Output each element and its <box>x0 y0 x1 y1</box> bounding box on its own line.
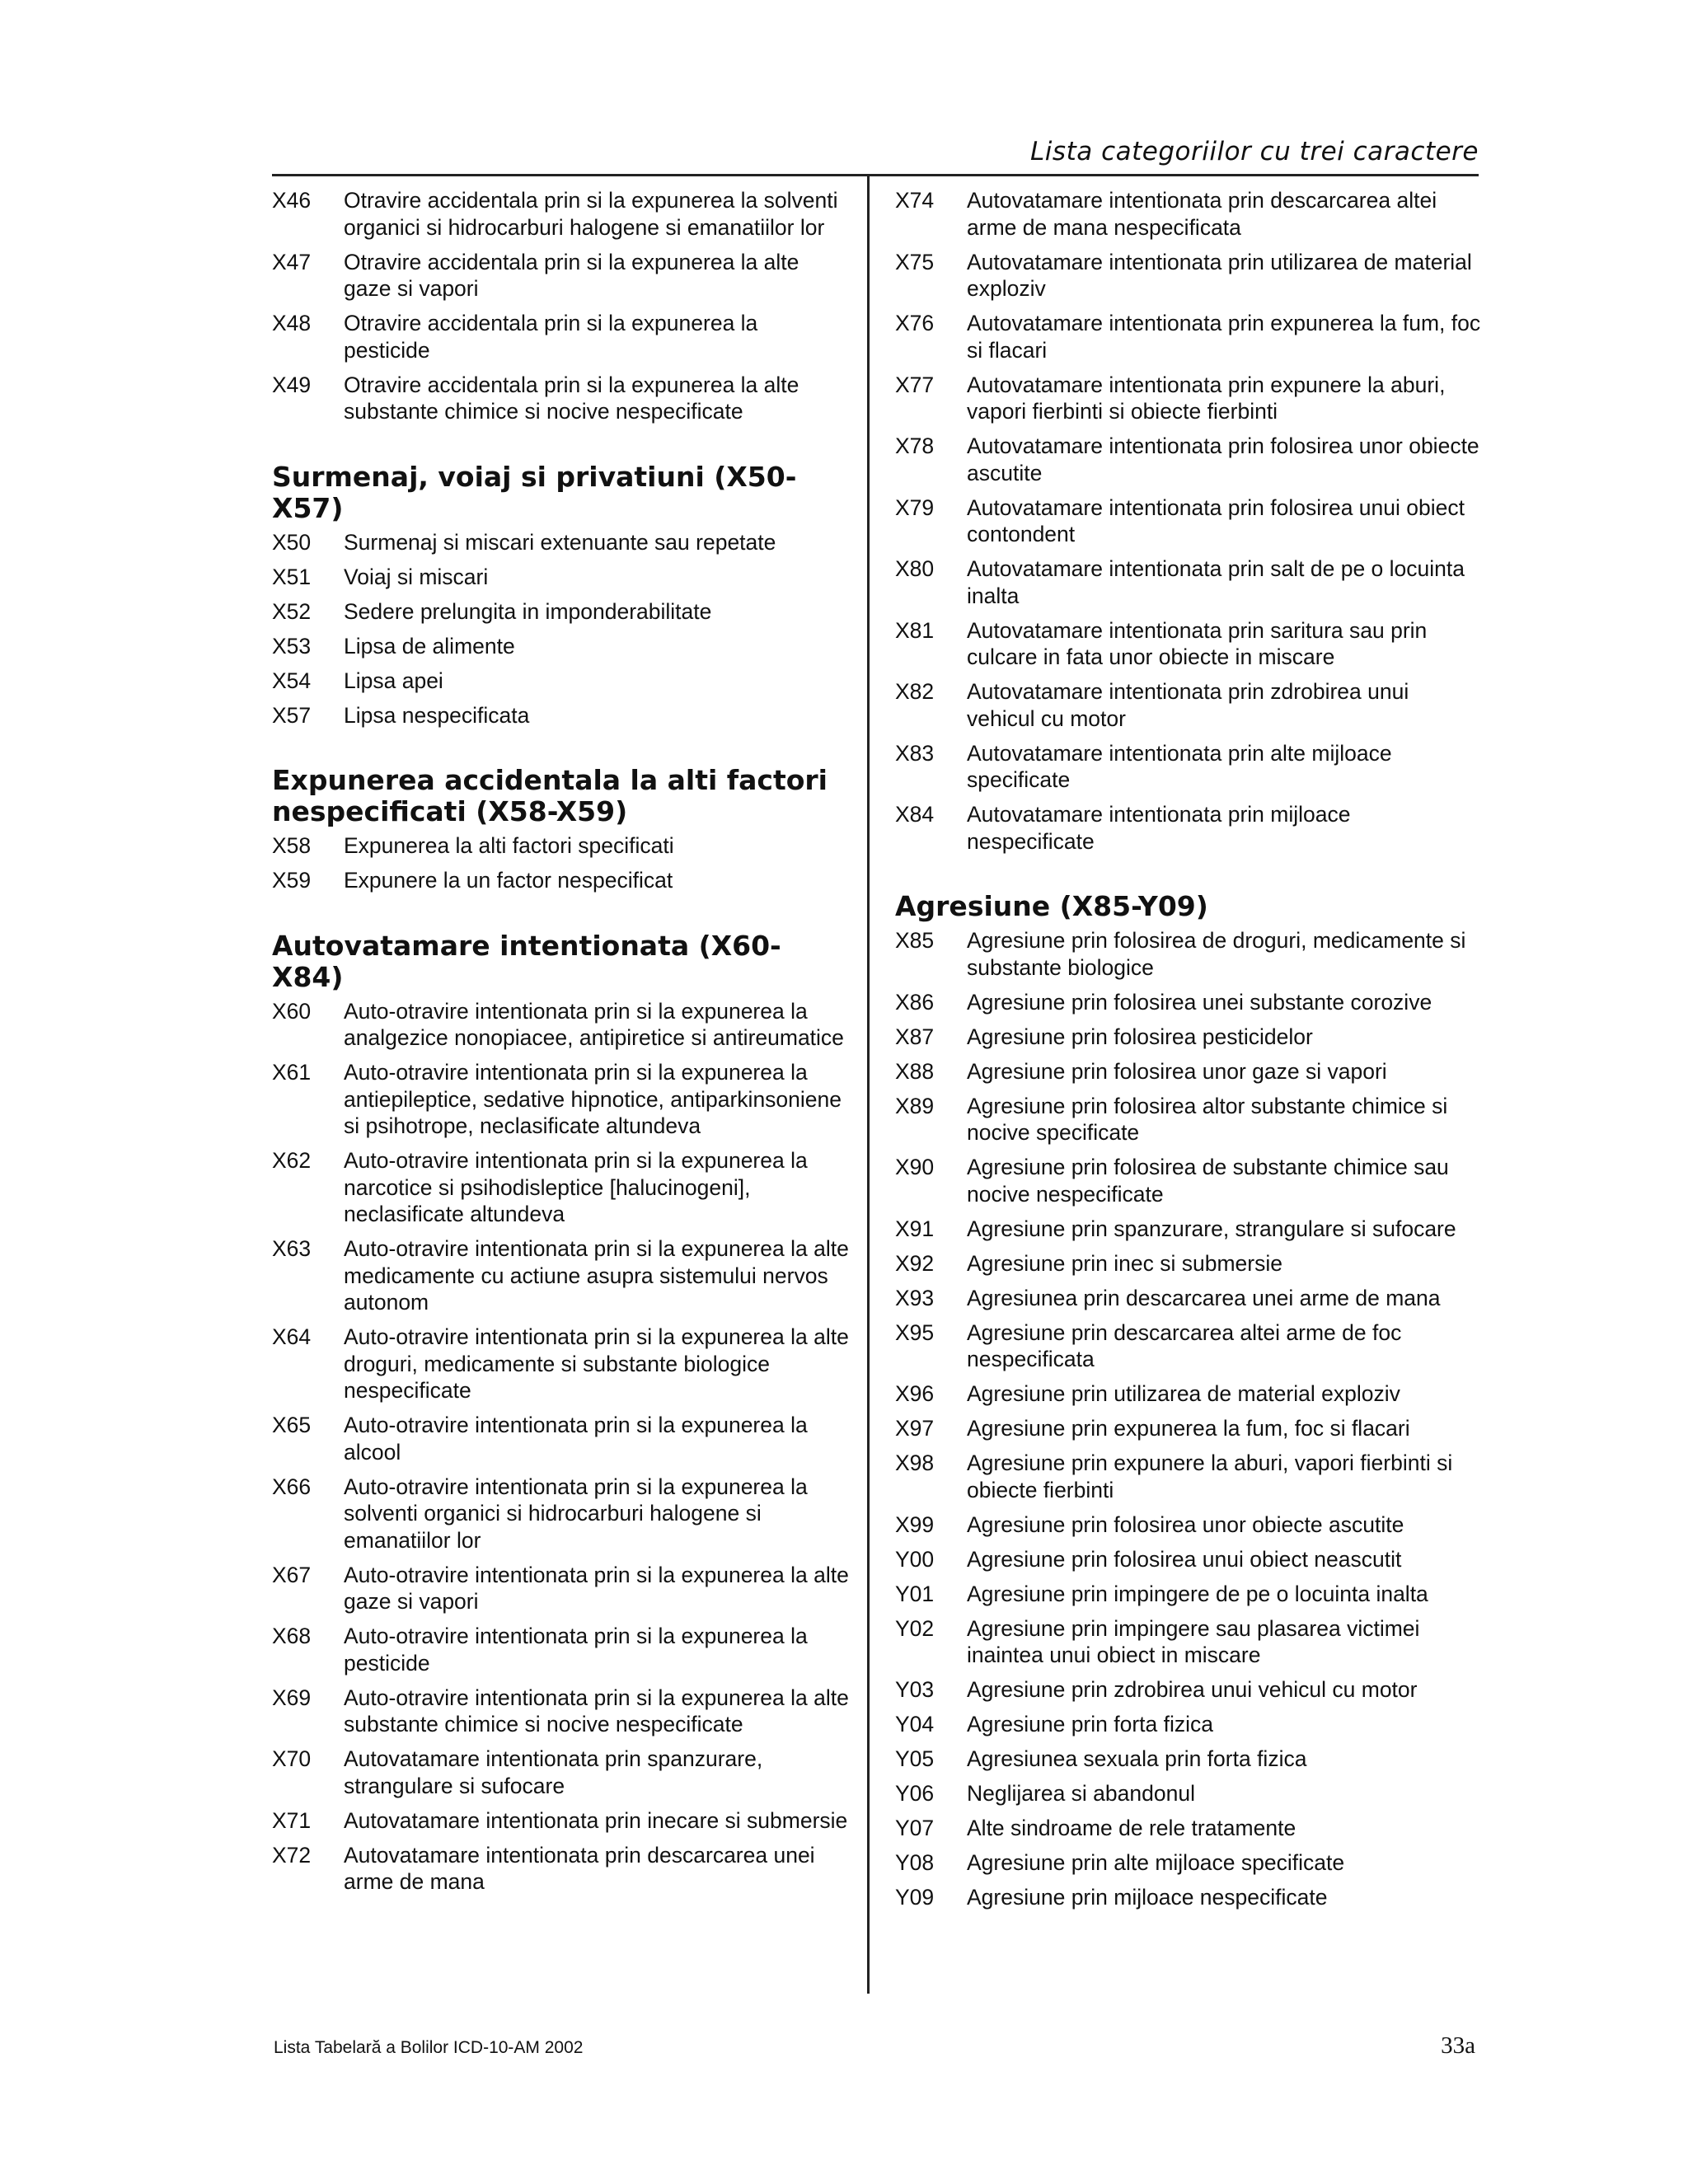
category-entry <box>895 1676 1482 1704</box>
category-entry <box>895 1815 1482 1842</box>
category-entry <box>895 1615 1482 1669</box>
category-entry <box>272 1235 849 1316</box>
category-code: X93 <box>895 1285 935 1310</box>
category-code: Y05 <box>895 1746 935 1771</box>
category-entry <box>272 633 849 660</box>
category-entry <box>895 1319 1482 1373</box>
category-description: Agresiune prin folosirea altor substante chimice si nocive specificate <box>967 1093 1448 1145</box>
category-description: Autovatamare intentionata prin saritura sau prin culcare in fata unor obiecte in miscare <box>967 617 1428 669</box>
section-heading: Expunerea accidentala la alti factori nespecificati (X58-X59) <box>272 764 828 827</box>
category-description: Auto-otravire intentionata prin si la expunerea la antiepileptice, sedative hipnotice, antiparkinsoniene si psihotrope, neclasificate altundeva <box>344 1060 842 1138</box>
category-entry <box>272 1562 849 1615</box>
category-description: Agresiune prin alte mijloace specificate <box>967 1850 1345 1875</box>
category-description: Lipsa de alimente <box>344 633 515 658</box>
category-entry <box>272 1324 849 1404</box>
category-description: Autovatamare intentionata prin alte mijloace specificate <box>967 740 1392 792</box>
category-description: Agresiune prin folosirea unor gaze si vapori <box>967 1058 1387 1084</box>
category-code: X87 <box>895 1024 935 1049</box>
category-code: X51 <box>272 564 312 589</box>
category-code: X53 <box>272 633 312 658</box>
category-entry <box>272 187 849 241</box>
category-description: Auto-otravire intentionata prin si la expunerea la alte substante chimice si nocive nespecificate <box>344 1685 849 1736</box>
category-entry <box>895 1285 1482 1312</box>
category-code: X47 <box>272 249 312 274</box>
category-entry <box>272 1685 849 1738</box>
category-code: X52 <box>272 598 312 624</box>
category-entry <box>895 249 1482 302</box>
category-entry <box>272 1059 849 1140</box>
category-entry <box>895 1093 1482 1146</box>
category-code: X97 <box>895 1416 935 1441</box>
category-entry <box>272 1147 849 1228</box>
category-entry <box>895 1746 1482 1773</box>
category-entry <box>895 740 1482 794</box>
category-code: X50 <box>272 529 312 555</box>
category-description: Agresiune prin expunere la aburi, vapori fierbinti si obiecte fierbinti <box>967 1451 1453 1502</box>
category-code: X67 <box>272 1562 312 1587</box>
category-description: Alte sindroame de rele tratamente <box>967 1816 1296 1840</box>
category-description: Autovatamare intentionata prin spanzurare, strangulare si sufocare <box>344 1746 763 1798</box>
category-entry <box>272 1746 849 1799</box>
category-code: X60 <box>272 998 312 1024</box>
category-description: Otravire accidentala prin si la expunerea la solventi organici si hidrocarburi halogene si emanatiilor lor <box>344 188 838 240</box>
page-number: 33a <box>1441 2032 1475 2059</box>
category-entry <box>895 1546 1482 1573</box>
category-code: X98 <box>895 1451 935 1475</box>
category-entry <box>272 832 849 860</box>
category-code: X57 <box>272 702 312 728</box>
category-description: Agresiune prin expunerea la fum, foc si flacari <box>967 1416 1410 1441</box>
category-entry <box>895 1216 1482 1243</box>
category-code: X63 <box>272 1236 312 1261</box>
category-description: Auto-otravire intentionata prin si la expunerea la analgezice nonopiacee, antipiretice si antireumatice <box>344 998 844 1050</box>
category-description: Agresiune prin inec si submersie <box>967 1250 1282 1276</box>
category-description: Autovatamare intentionata prin mijloace nespecificate <box>967 802 1351 854</box>
category-code: Y09 <box>895 1885 935 1910</box>
category-code: X64 <box>272 1324 312 1349</box>
category-description: Auto-otravire intentionata prin si la expunerea la narcotice si psihodisleptice [halucinogeni], neclasificate altundeva <box>344 1148 808 1226</box>
category-description: Agresiune prin folosirea unei substante corozive <box>967 989 1432 1015</box>
right-column <box>895 187 1482 1919</box>
category-description: Agresiune prin impingere sau plasarea victimei inaintea unui obiect in miscare <box>967 1615 1420 1667</box>
category-description: Autovatamare intentionata prin expunerea la fum, foc si flacari <box>967 311 1481 363</box>
category-entry <box>272 529 849 556</box>
category-code: X65 <box>272 1413 312 1437</box>
category-code: X89 <box>895 1093 935 1118</box>
category-code: Y01 <box>895 1581 935 1606</box>
category-entry <box>895 1058 1482 1085</box>
category-description: Agresiune prin utilizarea de material exploziv <box>967 1381 1400 1406</box>
category-code: Y08 <box>895 1850 935 1875</box>
category-code: X91 <box>895 1216 935 1241</box>
category-description: Auto-otravire intentionata prin si la expunerea la alte droguri, medicamente si substante biologice nespecificate <box>344 1324 849 1403</box>
category-entry <box>895 617 1482 671</box>
category-description: Agresiune prin spanzurare, strangulare si sufocare <box>967 1216 1456 1241</box>
category-code: X81 <box>895 617 935 643</box>
category-code: X88 <box>895 1058 935 1084</box>
category-entry <box>895 494 1482 548</box>
category-entry <box>895 678 1482 732</box>
section-heading: Agresiune (X85-Y09) <box>895 890 1208 922</box>
category-description: Autovatamare intentionata prin descarcarea unei arme de mana <box>344 1842 815 1894</box>
category-entry <box>895 801 1482 855</box>
category-description: Autovatamare intentionata prin descarcarea altei arme de mana nespecificata <box>967 188 1437 240</box>
category-entry <box>272 249 849 302</box>
category-description: Agresiune prin descarcarea altei arme de foc nespecificata <box>967 1319 1402 1371</box>
category-code: Y02 <box>895 1615 935 1641</box>
category-code: X79 <box>895 494 935 520</box>
category-description: Expunerea la alti factori specificati <box>344 833 674 858</box>
column-divider <box>867 176 870 1994</box>
category-entry <box>895 927 1482 981</box>
category-description: Auto-otravire intentionata prin si la expunerea la alcool <box>344 1413 808 1465</box>
category-code: Y00 <box>895 1546 935 1572</box>
category-entry <box>272 867 849 894</box>
category-description: Agresiune prin impingere de pe o locuinta inalta <box>967 1581 1428 1606</box>
category-description: Lipsa nespecificata <box>344 702 530 728</box>
category-description: Agresiunea prin descarcarea unei arme de mana <box>967 1285 1441 1310</box>
category-description: Autovatamare intentionata prin folosirea unor obiecte ascutite <box>967 434 1479 485</box>
category-code: X90 <box>895 1155 935 1179</box>
category-entry <box>272 598 849 626</box>
category-entry <box>895 1711 1482 1738</box>
category-entry <box>895 187 1482 241</box>
category-code: X83 <box>895 740 935 766</box>
category-description: Agresiune prin zdrobirea unui vehicul cu motor <box>967 1677 1418 1702</box>
category-code: Y04 <box>895 1712 935 1736</box>
category-entry <box>895 989 1482 1016</box>
category-entry <box>272 1842 849 1896</box>
category-entry <box>272 1807 849 1835</box>
category-code: X75 <box>895 249 935 274</box>
category-entry <box>272 372 849 425</box>
category-description: Autovatamare intentionata prin inecare si submersie <box>344 1807 848 1833</box>
category-code: X82 <box>895 679 935 704</box>
category-description: Autovatamare intentionata prin utilizarea de material exploziv <box>967 249 1472 301</box>
category-entry <box>895 1780 1482 1807</box>
category-entry <box>895 1581 1482 1608</box>
category-description: Auto-otravire intentionata prin si la expunerea la pesticide <box>344 1624 808 1675</box>
category-code: X96 <box>895 1381 935 1406</box>
category-description: Expunere la un factor nespecificat <box>344 868 673 893</box>
category-code: X49 <box>272 372 312 397</box>
category-entry <box>272 1623 849 1676</box>
category-code: X46 <box>272 188 312 213</box>
category-description: Auto-otravire intentionata prin si la expunerea la alte gaze si vapori <box>344 1562 849 1614</box>
category-entry <box>895 1511 1482 1539</box>
category-description: Voiaj si miscari <box>344 564 489 589</box>
category-description: Agresiune prin forta fizica <box>967 1712 1214 1736</box>
category-description: Agresiune prin folosirea de substante chimice sau nocive nespecificate <box>967 1155 1449 1207</box>
category-entry <box>895 310 1482 363</box>
category-description: Surmenaj si miscari extenuante sau repetate <box>344 529 776 555</box>
category-entry <box>272 1474 849 1554</box>
category-entry <box>895 433 1482 486</box>
category-code: X58 <box>272 833 312 858</box>
header-rule <box>272 174 1479 176</box>
section-heading: Surmenaj, voiaj si privatiuni (X50-X57) <box>272 460 797 524</box>
category-description: Agresiune prin folosirea pesticidelor <box>967 1024 1313 1049</box>
category-entry <box>272 310 849 363</box>
category-code: X99 <box>895 1511 935 1537</box>
category-entry <box>895 1250 1482 1277</box>
category-entry <box>895 372 1482 425</box>
section-heading: Autovatamare intentionata (X60-X84) <box>272 929 781 993</box>
category-description: Agresiunea sexuala prin forta fizica <box>967 1746 1307 1771</box>
category-code: X59 <box>272 868 312 893</box>
category-code: X78 <box>895 434 935 458</box>
category-code: X86 <box>895 989 935 1015</box>
footer-title: Lista Tabelară a Bolilor ICD-10-AM 2002 <box>274 2038 584 2057</box>
category-description: Otravire accidentala prin si la expunerea la alte substante chimice si nocive nespecificate <box>344 372 799 424</box>
category-code: X84 <box>895 802 935 827</box>
category-code: X74 <box>895 188 935 213</box>
category-code: X72 <box>272 1842 312 1868</box>
left-column <box>272 187 849 1903</box>
category-code: X71 <box>272 1807 312 1833</box>
category-entry <box>895 1884 1482 1911</box>
category-code: X66 <box>272 1474 312 1499</box>
category-code: X54 <box>272 668 312 693</box>
category-entry <box>895 1024 1482 1051</box>
category-description: Otravire accidentala prin si la expunerea la pesticide <box>344 311 758 363</box>
category-description: Auto-otravire intentionata prin si la expunerea la solventi organici si hidrocarburi halogene si emanatiilor lor <box>344 1474 808 1553</box>
category-code: X69 <box>272 1685 312 1710</box>
category-code: X95 <box>895 1319 935 1345</box>
category-entry <box>272 1412 849 1465</box>
category-entry <box>272 668 849 695</box>
category-code: X76 <box>895 311 935 335</box>
category-description: Agresiune prin folosirea unui obiect neascutit <box>967 1546 1402 1572</box>
category-description: Autovatamare intentionata prin expunere la aburi, vapori fierbinti si obiecte fierbinti <box>967 372 1446 424</box>
category-entry <box>272 564 849 591</box>
category-description: Otravire accidentala prin si la expunerea la alte gaze si vapori <box>344 249 799 301</box>
category-description: Sedere prelungita in imponderabilitate <box>344 598 712 624</box>
category-description: Agresiune prin mijloace nespecificate <box>967 1885 1328 1910</box>
category-code: X62 <box>272 1148 312 1173</box>
category-code: X80 <box>895 556 935 581</box>
category-entry <box>895 1849 1482 1877</box>
category-code: X48 <box>272 311 312 335</box>
category-description: Auto-otravire intentionata prin si la expunerea la alte medicamente cu actiune asupra sistemului nervos autonom <box>344 1236 849 1315</box>
category-description: Autovatamare intentionata prin folosirea unui obiect contondent <box>967 494 1465 546</box>
category-code: Y07 <box>895 1816 935 1840</box>
category-code: X70 <box>272 1746 312 1771</box>
running-header: Lista categoriilor cu trei caractere <box>1030 137 1479 166</box>
category-entry <box>895 555 1482 609</box>
category-code: Y03 <box>895 1677 935 1702</box>
category-entry <box>272 702 849 729</box>
category-code: X68 <box>272 1624 312 1648</box>
category-entry <box>895 1380 1482 1408</box>
category-code: X85 <box>895 928 935 953</box>
category-description: Autovatamare intentionata prin salt de pe o locuinta inalta <box>967 556 1465 608</box>
category-description: Agresiune prin folosirea de droguri, medicamente si substante biologice <box>967 928 1466 980</box>
category-code: X77 <box>895 372 935 397</box>
category-description: Lipsa apei <box>344 668 443 693</box>
category-description: Autovatamare intentionata prin zdrobirea unui vehicul cu motor <box>967 679 1409 731</box>
category-entry <box>895 1450 1482 1503</box>
category-description: Neglijarea si abandonul <box>967 1781 1195 1806</box>
category-code: X61 <box>272 1060 312 1085</box>
category-entry <box>895 1415 1482 1442</box>
category-code: Y06 <box>895 1781 935 1806</box>
category-code: X92 <box>895 1250 935 1276</box>
category-entry <box>895 1154 1482 1207</box>
category-entry <box>272 998 849 1052</box>
category-description: Agresiune prin folosirea unor obiecte ascutite <box>967 1511 1404 1537</box>
